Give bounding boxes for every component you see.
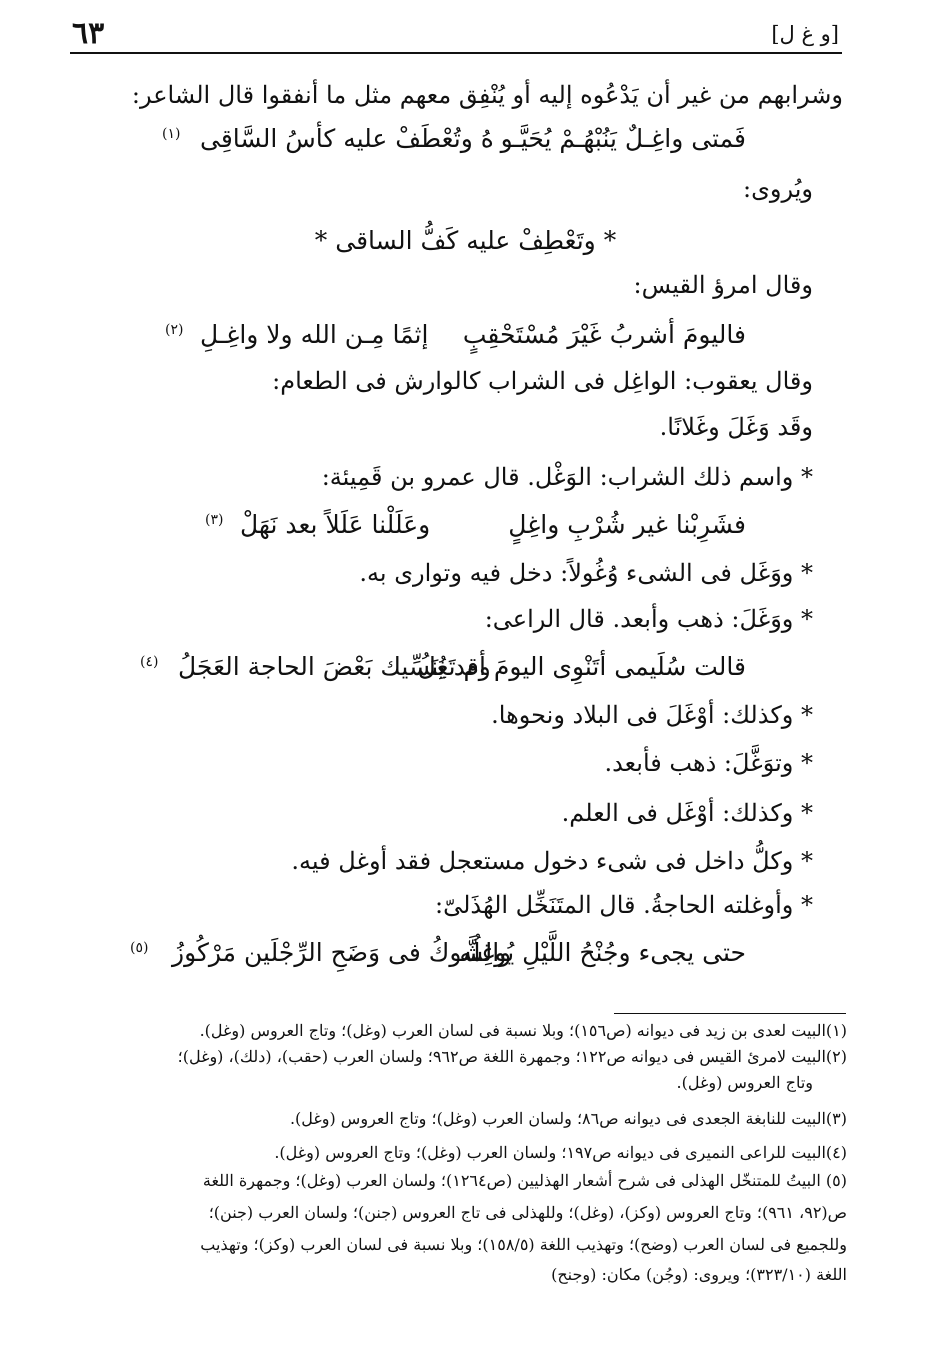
text-line: * وكذلك: أوْغَلَ فى البلاد ونحوها. — [491, 701, 813, 729]
verse-1-second-hemistich: هُ وتُعْطَفْ عليه كأسُ السَّاقِى — [200, 124, 494, 153]
verse-4-second-hemistich: وقد يُنَسِّيك بَعْضَ الحاجة العَجَلُ — [178, 652, 491, 681]
text-line: * ووَغَلَ: ذهب وأبعد. قال الراعى: — [484, 605, 813, 633]
footnote-ref-1: (١) — [162, 126, 181, 142]
verse-3-second-hemistich: وعَلَلْنا عَلَلاً بعد نَهَلْ — [240, 510, 431, 539]
footnote-5-continued: ص(٩٢، ٩٦١)؛ وتاج العروس (وكز)، (وغل)؛ وللهذلى فى تاج العروس (جنن)؛ ولسان العرب (جنن)؛ — [208, 1203, 847, 1222]
text-line: وشرابهم من غير أن يَدْعُوه إليه أو يُنْفِق معهم مثل ما أنفقوا قال الشاعر: — [131, 81, 843, 109]
page-number: ٦٣ — [72, 16, 105, 51]
text-line: وقال يعقوب: الواغِل فى الشراب كالوارش فى الطعام: — [272, 367, 813, 395]
text-line: ويُروى: — [743, 175, 813, 203]
verse-2-second-hemistich: إثمًا مِـن الله ولا واغِـلِ — [200, 320, 429, 349]
footnote-ref-3: (٣) — [205, 512, 224, 528]
text-line: * واسم ذلك الشراب: الوَغْل. قال عمرو بن قَمِيئة: — [321, 463, 813, 491]
footnote-2: (٢)البيت لامرئ القيس فى ديوانه ص١٢٢؛ وجمهرة اللغة ص٩٦٢؛ ولسان العرب (حقب)، (دلك)، (وغل)؛ — [177, 1047, 847, 1066]
text-line: وقال امرؤ القيس: — [633, 271, 813, 299]
footnote-3: (٣)البيت للنابغة الجعدى فى ديوانه ص٨٦؛ ولسان العرب (وغل)؛ وتاج العروس (وغل). — [289, 1109, 847, 1128]
verse-5-second-hemistich: والشَّوكُ فى وَضَحِ الرِّجْلَين مَرْكُوزُ — [172, 938, 512, 967]
verse-4-first-hemistich: قالت سُلَيمى أتَنْوِى اليومَ أم تَغِلُ — [417, 652, 746, 681]
text-line: * وكلُّ داخل فى شىء دخول مستعجل فقد أوغل فيه. — [291, 847, 813, 875]
text-line: * ووَغَل فى الشىء وُغُولاً: دخل فيه وتوارى به. — [359, 559, 813, 587]
footnote-1: (١)البيت لعدى بن زيد فى ديوانه (ص١٥٦)؛ وبلا نسبة فى لسان العرب (وغل)؛ وتاج العروس (وغل). — [199, 1021, 847, 1040]
verse-1-first-hemistich: فَمتى واغِـلٌ يَنُبْهُـمْ يُحَيَّـو — [500, 124, 746, 153]
footnote-divider — [614, 1013, 846, 1014]
footnote-5: (٥) البيتُ للمتنخّل الهذلى فى شرح أشعار الهذليين (ص١٢٦٤)؛ ولسان العرب (وغل)؛ وجمهرة اللغة — [202, 1171, 847, 1190]
text-line: * وتوَغَّلَ: ذهب فأبعد. — [604, 749, 813, 777]
text-line: وقَد وَغَلَ وغَلانًا. — [659, 413, 813, 441]
verse-3-first-hemistich: فشَرِبْنا غير شُرْبِ واغِلٍ — [508, 510, 746, 539]
footnote-ref-5: (٥) — [130, 940, 149, 956]
verse-5-first-hemistich: حتى يجىء وجُنْحُ اللَّيْلِ يُوغِلُه — [459, 938, 746, 967]
variant-verse: * وتَعْطِفْ عليه كَفُّ الساقى * — [314, 226, 617, 255]
verse-2-first-hemistich: فاليومَ أشربُ غَيْرَ مُسْتَحْقِبٍ — [462, 320, 746, 349]
footnote-4: (٤)البيت للراعى النميرى فى ديوانه ص١٩٧؛ ولسان العرب (وغل)؛ وتاج العروس (وغل). — [274, 1143, 847, 1162]
footnote-ref-4: (٤) — [140, 654, 159, 670]
text-line: * وكذلك: أوْغَل فى العلم. — [561, 799, 813, 827]
header-divider — [70, 52, 842, 54]
footnote-5-continued: اللغة (٣٢٣/١٠)؛ ويروى: (وجُن) مكان: (وجنح) — [551, 1265, 847, 1284]
text-line: * وأوغلته الحاجةُ. قال المتَنَخِّل الهُذَلىّ: — [435, 891, 813, 919]
footnote-5-continued: وللجميع فى لسان العرب (وضح)؛ وتهذيب اللغة (١٥٨/٥)؛ وبلا نسبة فى لسان العرب (وكز)؛ وتهذيب — [200, 1235, 847, 1254]
footnote-2-continued: وتاج العروس (وغل). — [676, 1073, 813, 1092]
entry-root-heading: [و غ ل] — [771, 22, 839, 46]
footnote-ref-2: (٢) — [165, 322, 184, 338]
